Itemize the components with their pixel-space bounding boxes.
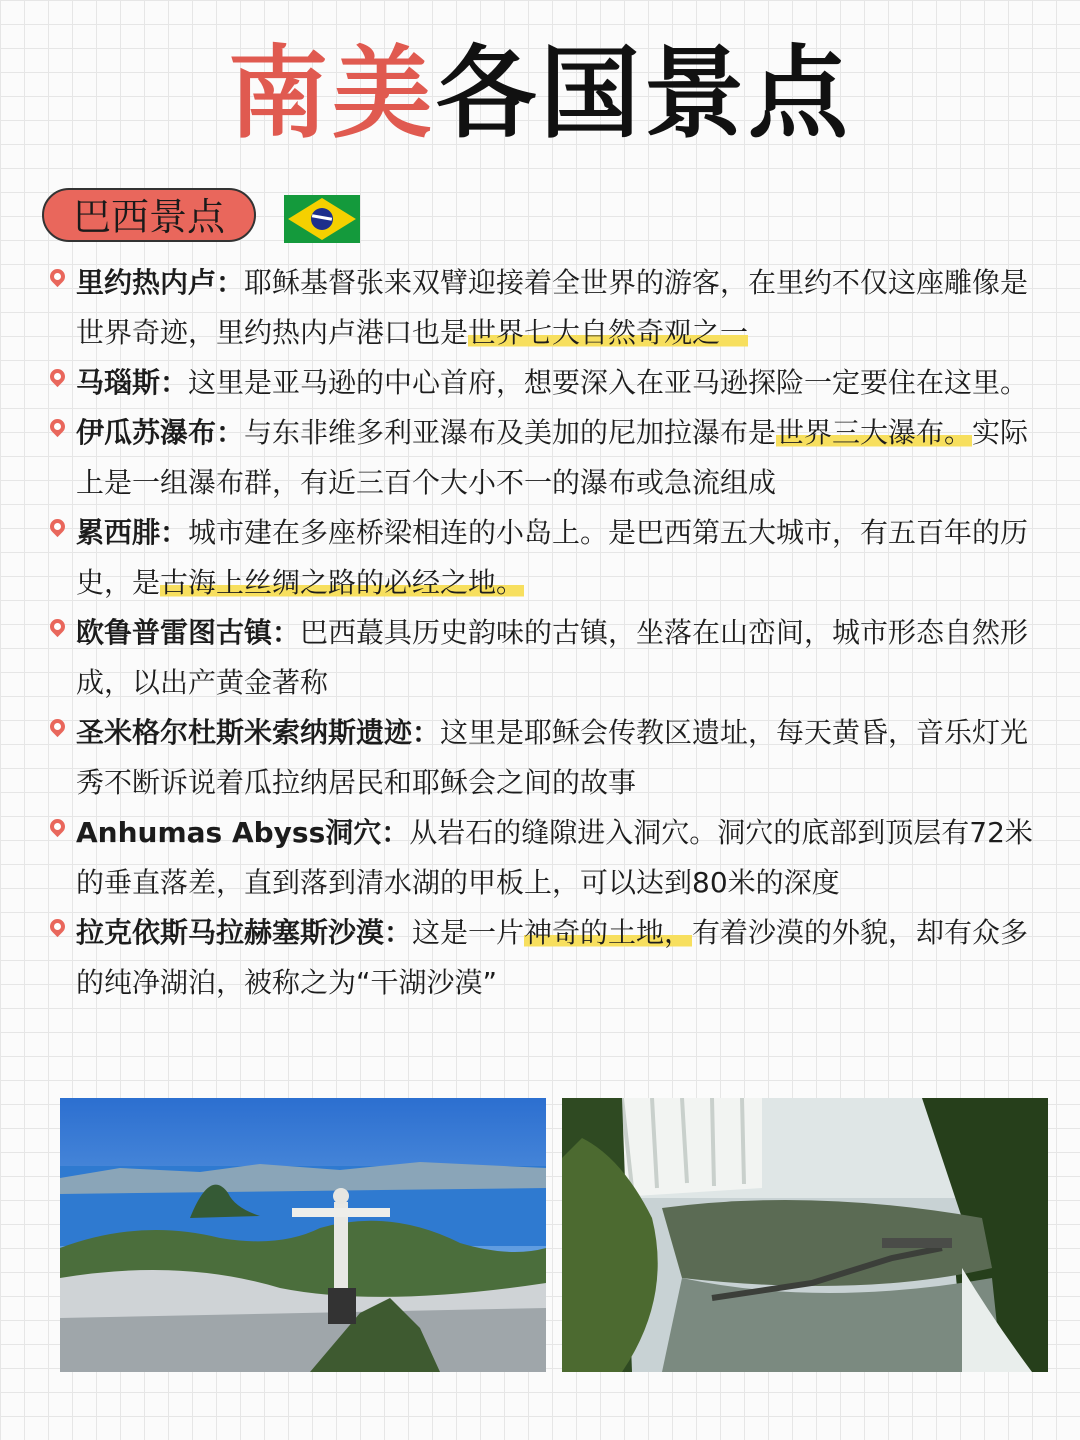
- item-highlight: 古海上丝绸之路的必经之地。: [160, 566, 525, 599]
- location-pin-icon: [47, 416, 68, 437]
- item-name: Anhumas Abyss洞穴：: [76, 816, 410, 849]
- item-text: 耶稣基督张来双臂迎接着全世界的游客，在里约不仅这座雕像是世界奇迹，里约热内卢港口也是: [76, 266, 1029, 349]
- item-name: 圣米格尔杜斯米索纳斯遗迹：: [76, 716, 441, 749]
- item-text: 从岩石的缝隙进入洞穴。洞穴的底部到顶层有72米的垂直落差，直到落到清水湖的甲板上，可以达到80米的深度: [76, 816, 1033, 899]
- list-item: [46, 408, 1056, 508]
- list-item: [46, 908, 1056, 1008]
- iguazu-photo: [562, 1098, 1048, 1372]
- location-pin-icon: [47, 716, 68, 737]
- location-pin-icon: [47, 366, 68, 387]
- location-pin-icon: [47, 816, 68, 837]
- rio-photo: [60, 1098, 546, 1372]
- title-red-part: 南美: [228, 35, 436, 152]
- list-item: [46, 358, 1056, 408]
- item-text: 巴西蕞具历史韵味的古镇，坐落在山峦间，城市形态自然形成，以出产黄金著称: [76, 616, 1029, 699]
- item-text: 这里是亚马逊的中心首府，想要深入在亚马逊探险一定要住在这里。: [188, 366, 1029, 399]
- item-text: 城市建在多座桥梁相连的小岛上。是巴西第五大城市，有五百年的历史，是: [76, 516, 1029, 599]
- item-name: 里约热内卢：: [76, 266, 245, 299]
- list-item: [46, 258, 1056, 358]
- attraction-list: [46, 258, 1056, 1008]
- list-item: [46, 708, 1056, 808]
- item-highlight: 世界七大自然奇观之一: [468, 316, 749, 349]
- location-pin-icon: [47, 266, 68, 287]
- item-text: 与东非维多利亚瀑布及美加的尼加拉瀑布是: [244, 416, 777, 449]
- list-item: [46, 508, 1056, 608]
- list-item: [46, 608, 1056, 708]
- item-text-after: 有着沙漠的外貌，却有众多的纯净湖泊，被称之为“干湖沙漠”: [76, 916, 1029, 999]
- item-name: 拉克依斯马拉赫塞斯沙漠：: [76, 916, 413, 949]
- item-highlight: 世界三大瀑布。: [776, 416, 973, 449]
- item-text: 这是一片: [412, 916, 525, 949]
- title-black-part: 各国景点: [436, 35, 852, 152]
- location-pin-icon: [47, 616, 68, 637]
- item-text: 这里是耶稣会传教区遗址，每天黄昏，音乐灯光秀不断诉说着瓜拉纳居民和耶稣会之间的故事: [76, 716, 1029, 799]
- location-pin-icon: [47, 916, 68, 937]
- item-name: 累西腓：: [76, 516, 189, 549]
- list-item: [46, 808, 1056, 908]
- item-name: 马瑙斯：: [76, 366, 189, 399]
- brazil-flag-icon: [284, 195, 360, 243]
- section-tag: 巴西景点: [42, 188, 256, 242]
- page-title: [0, 34, 1080, 154]
- item-name: 欧鲁普雷图古镇：: [76, 616, 301, 649]
- item-highlight: 神奇的土地，: [524, 916, 693, 949]
- location-pin-icon: [47, 516, 68, 537]
- item-text-after: 实际上是一组瀑布群，有近三百个大小不一的瀑布或急流组成: [76, 416, 1029, 499]
- item-name: 伊瓜苏瀑布：: [76, 416, 245, 449]
